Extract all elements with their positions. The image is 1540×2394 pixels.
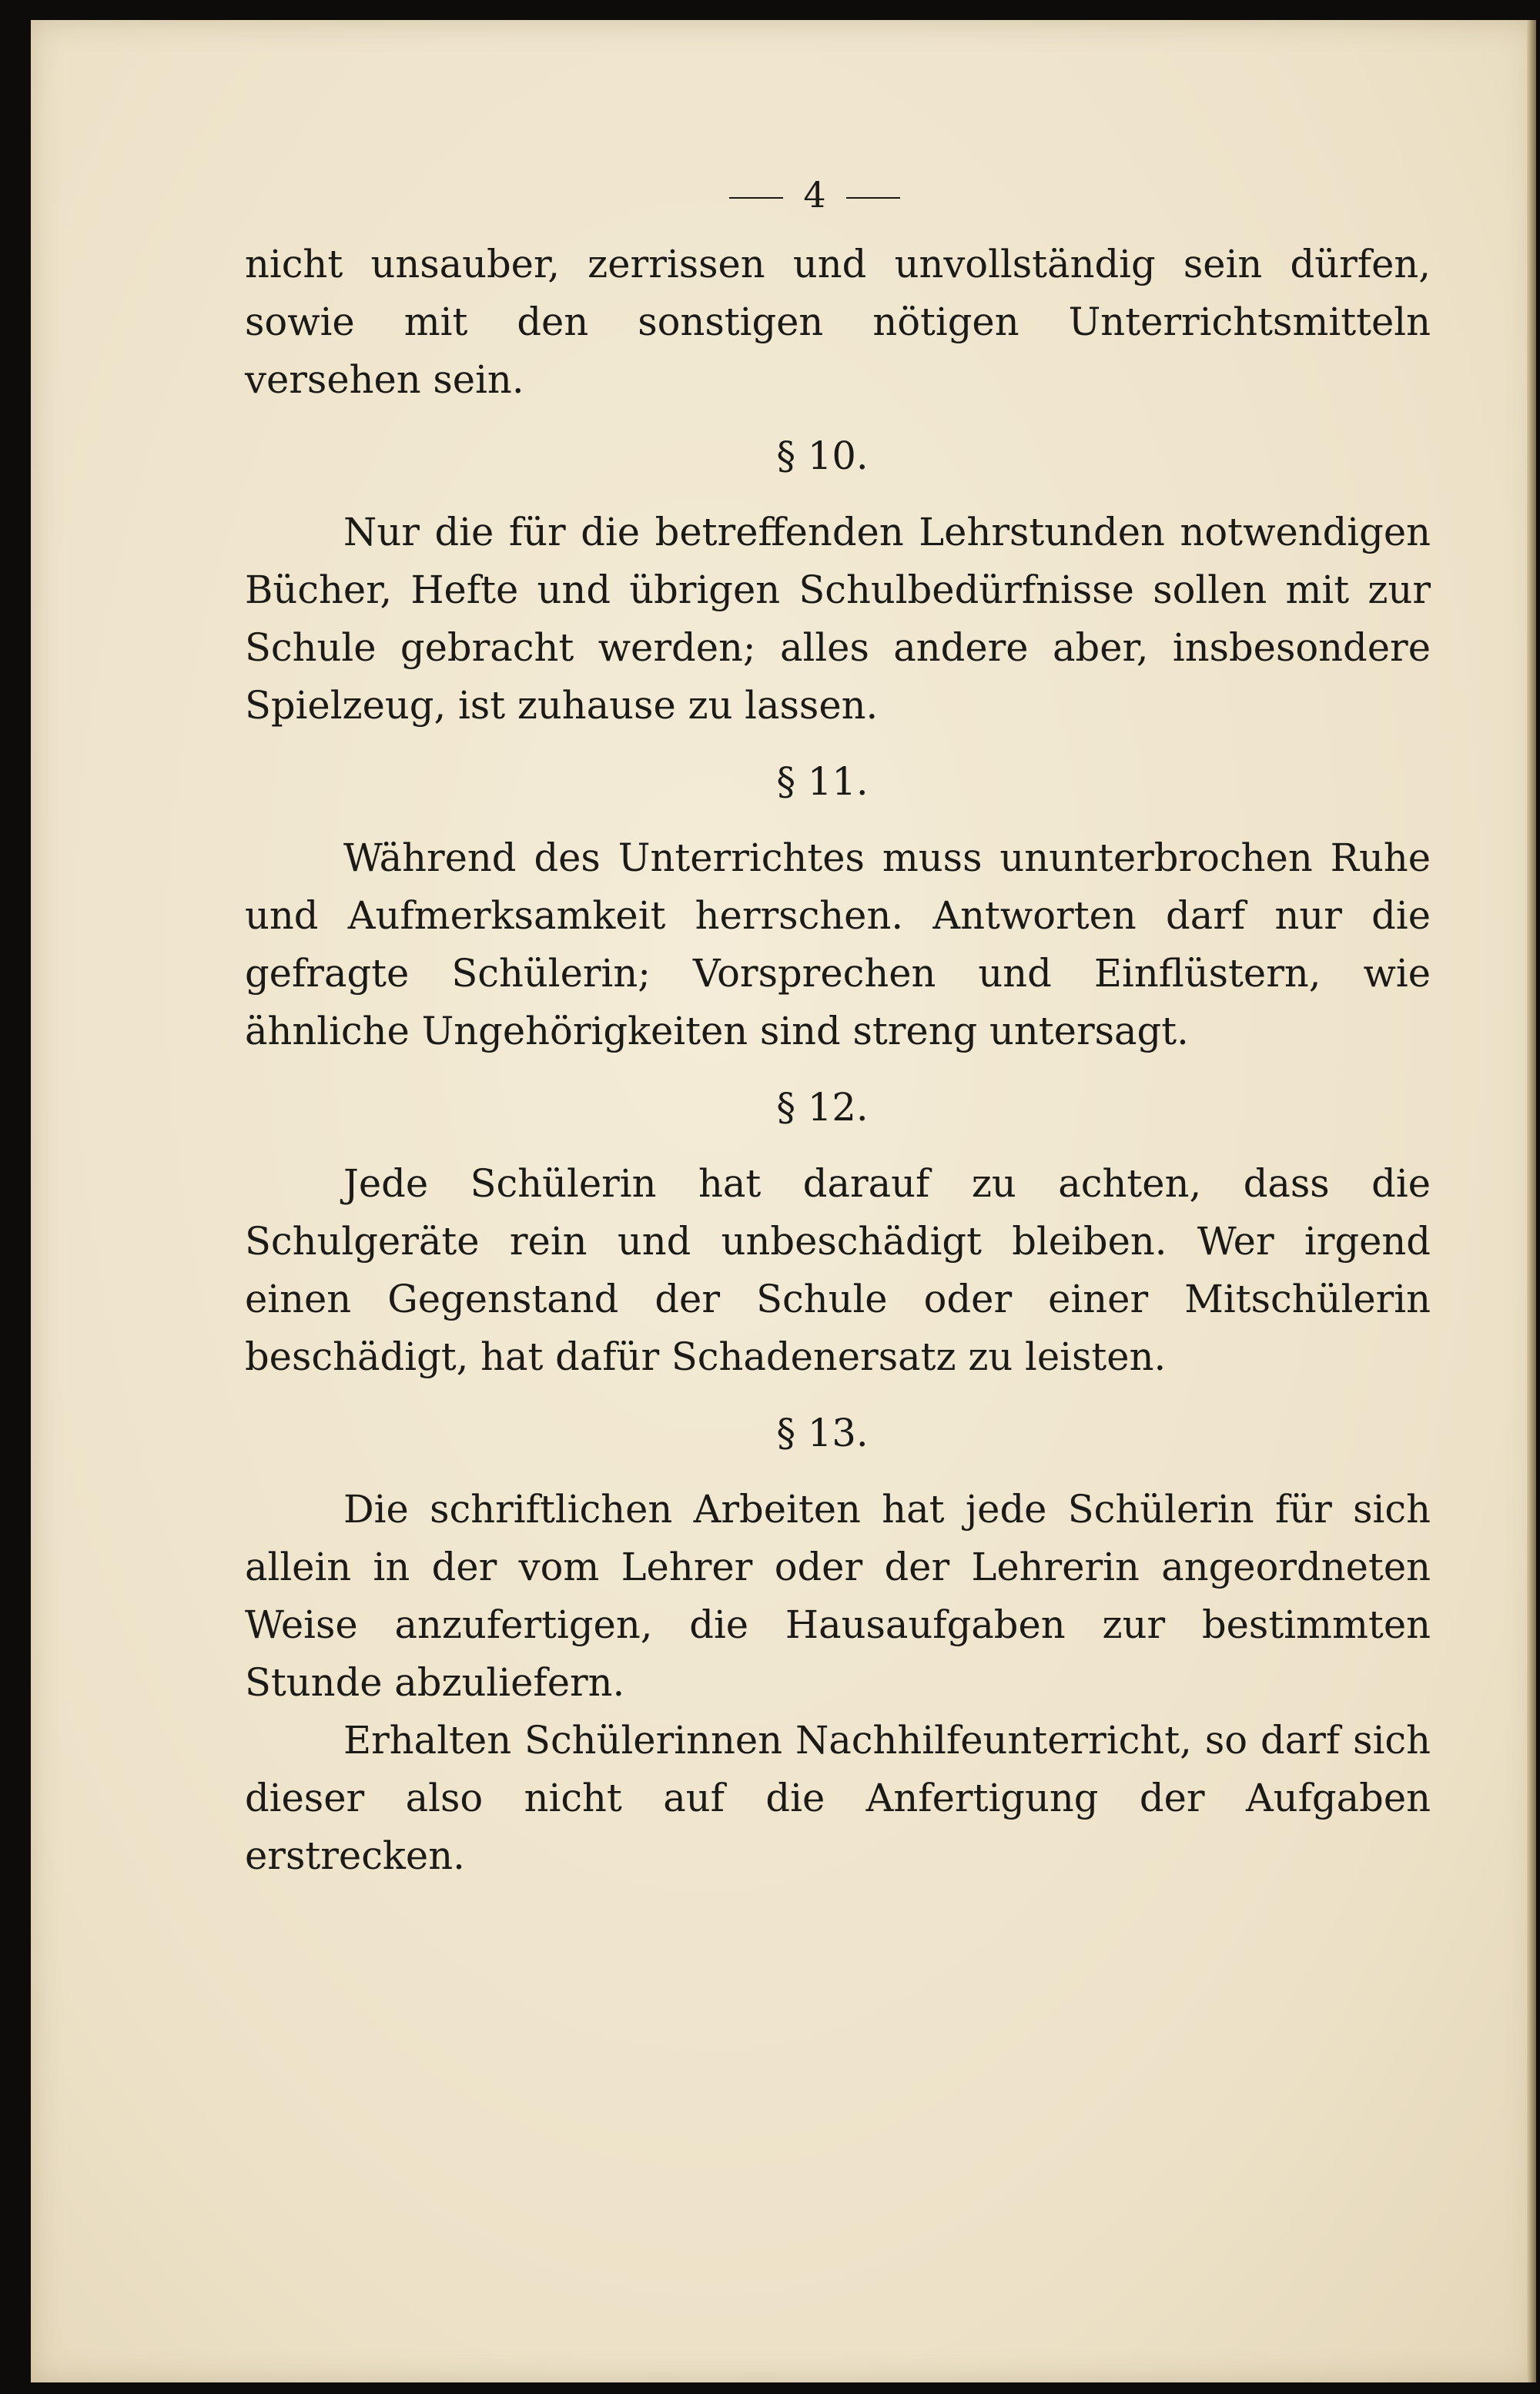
section-paragraph: Jede Schülerin hat darauf zu achten, dass die Schulgeräte rein und unbeschädigt bleiben. Wer irgend einen Gegenstand der Schule oder einer Mitschülerin beschädigt, hat dafür Schadenersatz zu leisten. [245, 1161, 1431, 1379]
section-paragraph: Nur die für die betreffenden Lehrstunden notwendigen Bücher, Hefte und übrigen Schulbedürfnisse sollen mit zur Schule gebracht werden; alles andere aber, insbesondere Spielzeug, ist zuhause zu lassen. [245, 510, 1431, 728]
dash-right [846, 197, 900, 199]
page-number: 4 [803, 174, 826, 216]
section-10 [245, 427, 1431, 735]
dash-left [729, 197, 783, 199]
section-13 [245, 1405, 1431, 1885]
section-paragraph: Erhalten Schülerinnen Nachhilfeunterricht, so darf sich dieser also nicht auf die Anfertigung der Aufgaben erstrecken. [245, 1718, 1431, 1878]
page-edge [1527, 20, 1536, 2382]
page-header [245, 166, 1431, 236]
section-paragraph: Während des Unterrichtes muss ununterbrochen Ruhe und Aufmerksamkeit herrschen. Antworten darf nur die gefragte Schülerin; Vorsprechen und Einflüstern, wie ähnliche Ungehörigkeiten sind streng untersagt. [245, 835, 1431, 1053]
section-11 [245, 753, 1431, 1060]
section-heading: § 12. [776, 1085, 869, 1130]
intro-paragraph: nicht unsauber, zerrissen und unvollständig sein dürfen, sowie mit den sonstigen nötigen Unterrichtsmitteln versehen sein. [245, 242, 1431, 402]
section-paragraph: Die schriftlichen Arbeiten hat jede Schülerin für sich allein in der vom Lehrer oder der Lehrerin angeordneten Weise anzufertigen, die Hausaufgaben zur bestimmten Stunde abzuliefern. [245, 1487, 1431, 1705]
section-heading: § 10. [776, 434, 869, 478]
section-heading: § 11. [776, 759, 869, 804]
section-12 [245, 1079, 1431, 1386]
book-page [31, 20, 1536, 2382]
text-column [245, 166, 1431, 1885]
section-heading: § 13. [776, 1411, 869, 1455]
